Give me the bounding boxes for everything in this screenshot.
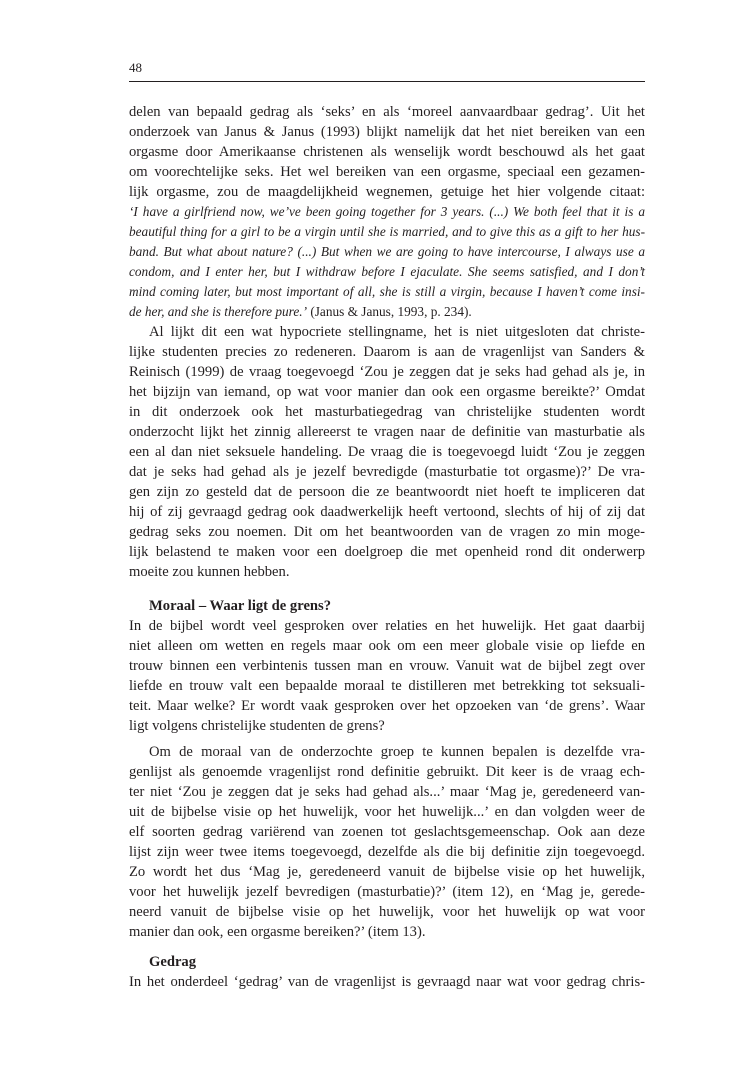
section-gedrag — [129, 952, 645, 992]
text-line: gedrag seks zou noemen. Dit om het beantwoorden van de vragen zo min moge- — [129, 524, 645, 540]
paragraph-hypocriet — [129, 322, 645, 582]
section-heading-gedrag: Gedrag — [149, 954, 197, 970]
text-line: onderzoek van Janus & Janus (1993) blijkt namelijk dat het niet bereiken van een — [129, 124, 645, 140]
text-line: In de bijbel wordt veel gesproken over relaties en het huwelijk. Het gaat daarbij — [129, 618, 645, 634]
citation: (Janus & Janus, 1993, p. 234). — [307, 304, 472, 319]
quote-line: ‘I have a girlfriend now, we’ve been going together for 3 years. (...) We both feel that it is a — [129, 204, 645, 219]
text-line: moeite zou kunnen hebben. — [129, 564, 290, 580]
section-heading-moraal: Moraal – Waar ligt de grens? — [149, 598, 332, 614]
text-line: neerd vanuit de bijbelse visie op het huwelijk, voor het huwelijk op wat voor — [129, 904, 645, 920]
text-line: lijke studenten precies zo redeneren. Daarom is aan de vragenlijst van Sanders & — [129, 344, 645, 360]
text-line: orgasme door Amerikaanse christenen als wenselijk wordt beschouwd als het gaat — [129, 144, 645, 160]
text-line: trouw binnen een verbintenis tussen man en vrouw. Vanuit wat de bijbel zegt over — [129, 658, 645, 674]
quote-line: band. But what about nature? (...) But when we are going to have intercourse, I always use a — [129, 244, 645, 259]
text-line: een al dan niet seksuele handeling. De vraag die is toegevoegd luidt ‘Zou je zeggen — [129, 444, 645, 460]
text-line: gen zijn zo gesteld dat de persoon die ze beantwoordt niet hoeft te impliceren dat — [129, 484, 645, 500]
paragraph-janus — [129, 102, 645, 322]
text-line: In het onderdeel ‘gedrag’ van de vragenlijst is gevraagd naar wat voor gedrag chris- — [129, 974, 645, 990]
text-line: voor het huwelijk jezelf bevredigen (masturbatie)?’ (item 12), en ‘Mag je, gerede- — [129, 884, 645, 900]
text-line: Om de moraal van de onderzochte groep te kunnen bepalen is dezelfde vra- — [149, 744, 645, 760]
paragraph-moraal-vragenlijst — [129, 742, 645, 942]
text-line: manier dan ook, een orgasme bereiken?’ (item 13). — [129, 924, 426, 940]
text-line: dat je seks had gehad als je jezelf bevredigde (masturbatie tot orgasme)?’ De vra- — [129, 464, 645, 480]
section-moraal — [129, 596, 645, 736]
text-line: lijk belastend te maken voor een doelgroep die met openheid rond dit onderwerp — [129, 544, 645, 560]
text-line: hij of zij gevraagd gedrag ook daadwerkelijk heeft vertoond, slechts of hij of zij dat — [129, 504, 645, 520]
text-line: genlijst als genoemde vragenlijst rond definitie gebruikt. Dit keer is de vraag ech- — [129, 764, 645, 780]
text-line: lijk orgasme, zou de maagdelijkheid wegnemen, getuige het hier volgende citaat: — [129, 184, 645, 200]
text-line: onderzocht lijkt het zinnig allereerst te vragen naar de definitie van masturbatie als — [129, 424, 645, 440]
quote-line: condom, and I enter her, but I withdraw before I ejaculate. She seems satisfied, and I don’t — [129, 264, 645, 279]
text-line: lijst zijn weer twee items toegevoegd, dezelfde als die bij definitie zijn toegevoegd. — [129, 844, 645, 860]
text-line: Al lijkt dit een wat hypocriete stellingname, het is niet uitgesloten dat christe- — [149, 324, 645, 340]
quote-end: de her, and she is therefore pure.’ — [129, 304, 307, 319]
text-line: niet alleen om wetten en regels maar ook om een meer globale visie op liefde en — [129, 638, 645, 654]
quote-last-line — [129, 302, 645, 322]
text-line: uit de bijbelse visie op het huwelijk, voor het huwelijk...’ en dan volgden weer de — [129, 804, 645, 820]
text-line: delen van bepaald gedrag als ‘seks’ en als ‘moreel aanvaardbaar gedrag’. Uit het — [129, 104, 645, 120]
text-line: liefde en trouw valt een bepaalde moraal te distilleren met betrekking tot seksuali- — [129, 678, 645, 694]
text-line: Reinisch (1999) de vraag toegevoegd ‘Zou je zeggen dat je seks had gehad als je, in — [129, 364, 645, 380]
text-line: ligt volgens christelijke studenten de grens? — [129, 718, 385, 734]
quote-line: beautiful thing for a girl to be a virgin until she is married, and to give this as a gift to her hus- — [129, 224, 645, 239]
header-rule — [129, 81, 645, 82]
text-line: het bijzijn van iemand, op wat voor manier dan ook een orgasme bereikte?’ Omdat — [129, 384, 645, 400]
text-line: in dit onderzoek ook het masturbatiegedrag van christelijke studenten wordt — [129, 404, 645, 420]
text-line: ter niet ‘Zou je zeggen dat je seks had gehad als...’ maar ‘Mag je, geredeneerd van- — [129, 784, 645, 800]
text-line: teit. Maar welke? Er wordt vaak gesproken over het opzoeken van ‘de grens’. Waar — [129, 698, 645, 714]
text-line: Zo wordt het dus ‘Mag je, geredeneerd vanuit de bijbelse visie op het huwelijk, — [129, 864, 645, 880]
quote-line: mind coming later, but most important of all, she is still a virgin, because I haven’t come insi- — [129, 284, 645, 299]
text-line: elf soorten gedrag variërend van zoenen tot geslachtsgemeenschap. Ook aan deze — [129, 824, 645, 840]
page-number: 48 — [129, 60, 142, 75]
text-line: om voorechtelijke seks. Het wel bereiken van een orgasme, speciaal een gezamen- — [129, 164, 645, 180]
